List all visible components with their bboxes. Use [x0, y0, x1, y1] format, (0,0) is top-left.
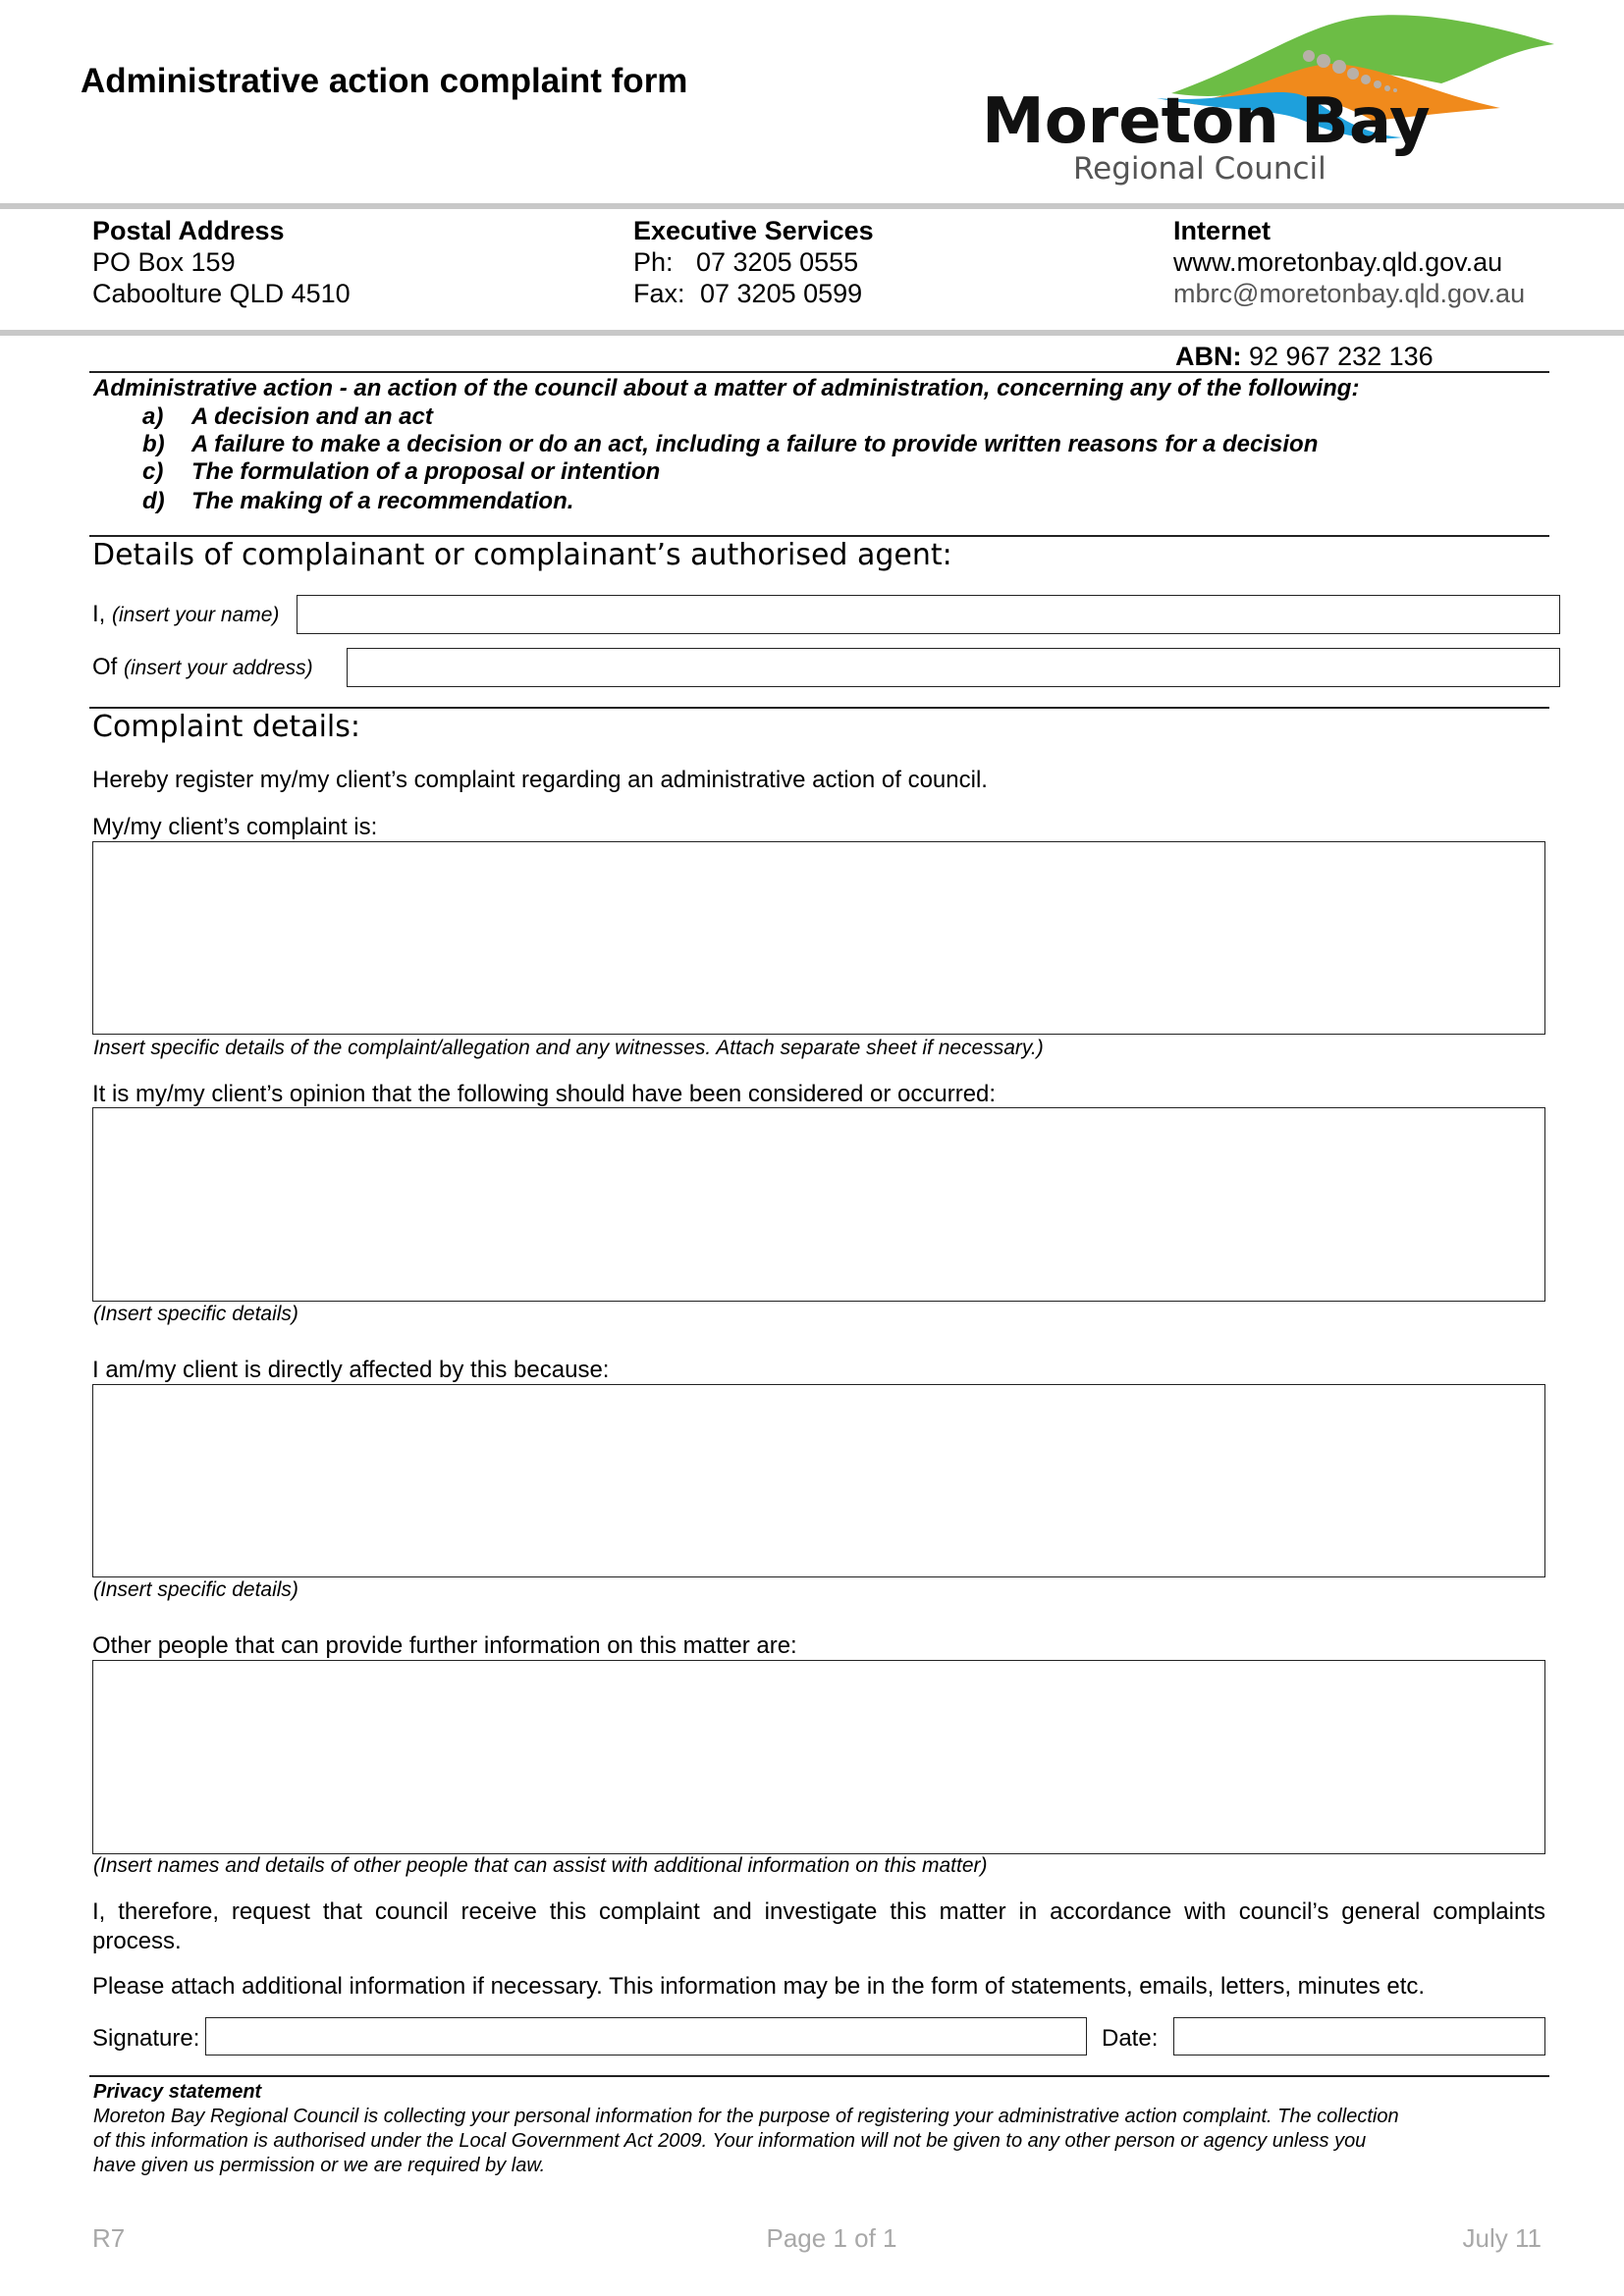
complaint-textarea[interactable]: [92, 841, 1545, 1035]
email-link[interactable]: mbrc@moretonbay.qld.gov.au: [1173, 279, 1526, 308]
complaint-intro: Hereby register my/my client’s complaint regarding an administrative action of council.: [92, 767, 988, 793]
signature-label: Signature:: [92, 2025, 200, 2052]
executive-phone: [633, 246, 858, 278]
name-input[interactable]: [297, 595, 1560, 634]
address-input[interactable]: [347, 648, 1560, 687]
definition-intro: Administrative action - an action of the council about a matter of administration, concerning any of the following:: [93, 375, 1360, 401]
witnesses-caption: (Insert names and details of other people that can assist with additional information on this matter): [93, 1854, 988, 1877]
abn: [1175, 341, 1434, 372]
page-title: Administrative action complaint form: [81, 62, 688, 100]
phone-label: Ph:: [633, 247, 674, 277]
council-logo: [980, 5, 1554, 187]
attach-note: Please attach additional information if necessary. This information may be in the form of statements, emails, letters, minutes etc.: [92, 1973, 1426, 2000]
definition-item-a: A decision and an act: [191, 403, 433, 430]
page-number: Page 1 of 1: [766, 2223, 897, 2253]
date-input[interactable]: [1173, 2017, 1545, 2056]
opinion-caption: (Insert specific details): [93, 1303, 298, 1325]
privacy-line3: have given us permission or we are required by law.: [93, 2155, 546, 2176]
signature-input[interactable]: [205, 2017, 1087, 2056]
privacy-line1: Moreton Bay Regional Council is collecting your personal information for the purpose of registering your administrative action complaint. The collection: [93, 2106, 1399, 2127]
affected-textarea[interactable]: [92, 1384, 1545, 1577]
witnesses-textarea[interactable]: [92, 1660, 1545, 1854]
name-prefix: I,: [92, 601, 106, 627]
privacy-line2: of this information is authorised under the Local Government Act 2009. Your information will not be given to any other person or agency unless you: [93, 2130, 1367, 2152]
internet-heading: Internet: [1173, 216, 1272, 245]
abn-label: ABN:: [1175, 342, 1242, 371]
logo-name: Moreton Bay: [982, 85, 1431, 158]
request-line1: I, therefore, request that council receive this complaint and investigate this matter in accordance with council’s general complaints: [92, 1898, 1545, 1925]
fax-label: Fax:: [633, 279, 685, 308]
witnesses-label: Other people that can provide further information on this matter are:: [92, 1632, 797, 1659]
address-hint: (insert your address): [124, 657, 313, 679]
fax-number: 07 3205 0599: [700, 279, 863, 308]
address-label: [92, 654, 313, 682]
definition-item-d: The making of a recommendation.: [191, 488, 574, 514]
postal-heading: Postal Address: [92, 216, 285, 245]
definition-item-b: A failure to make a decision or do an act, including a failure to provide written reasons for a decision: [191, 431, 1319, 457]
date-label: Date:: [1102, 2025, 1159, 2052]
request-line2: process.: [92, 1928, 182, 1954]
complaint-label: My/my client’s complaint is:: [92, 814, 378, 840]
form-date: July 11: [1462, 2223, 1542, 2253]
complaint-caption: Insert specific details of the complaint/allegation and any witnesses. Attach separate sheet if necessary.): [93, 1037, 1044, 1059]
name-label: [92, 601, 279, 629]
divider: [89, 535, 1549, 537]
complainant-heading: Details of complainant or complainant’s authorised agent:: [92, 538, 952, 572]
phone-number: 07 3205 0555: [696, 247, 859, 277]
executive-fax: [633, 278, 862, 309]
divider: [89, 2075, 1549, 2077]
executive-heading: Executive Services: [633, 216, 874, 245]
postal-line1: PO Box 159: [92, 247, 236, 277]
complaint-heading: Complaint details:: [92, 710, 360, 744]
definition-letter-c: c): [142, 458, 164, 485]
website-link[interactable]: www.moretonbay.qld.gov.au: [1173, 247, 1503, 277]
form-code: R7: [92, 2223, 126, 2253]
abn-value: 92 967 232 136: [1249, 342, 1434, 371]
privacy-heading: Privacy statement: [93, 2081, 262, 2103]
opinion-textarea[interactable]: [92, 1107, 1545, 1302]
contacts-divider: [0, 330, 1624, 336]
address-prefix: Of: [92, 654, 118, 680]
definition-item-c: The formulation of a proposal or intention: [191, 458, 661, 485]
definition-letter-a: a): [142, 403, 164, 430]
divider: [89, 371, 1549, 373]
definition-letter-b: b): [142, 431, 165, 457]
header-divider: [0, 203, 1624, 209]
affected-caption: (Insert specific details): [93, 1578, 298, 1601]
logo-subtitle: Regional Council: [1073, 151, 1326, 187]
postal-line2: Caboolture QLD 4510: [92, 279, 351, 308]
affected-label: I am/my client is directly affected by this because:: [92, 1357, 610, 1383]
name-hint: (insert your name): [112, 604, 280, 626]
divider: [89, 707, 1549, 709]
definition-letter-d: d): [142, 488, 165, 514]
opinion-label: It is my/my client’s opinion that the following should have been considered or occurred:: [92, 1081, 997, 1107]
